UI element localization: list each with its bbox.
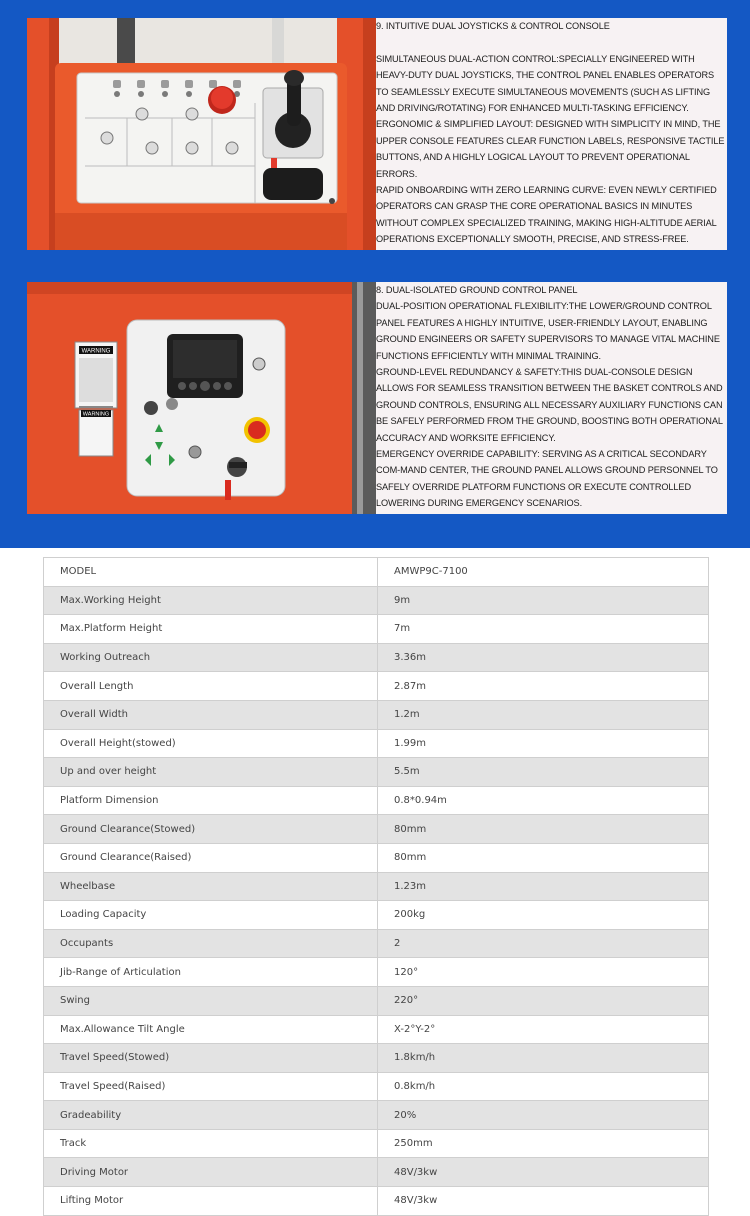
feature-panel-joysticks <box>27 18 727 250</box>
spec-label-cell: Loading Capacity <box>44 901 378 930</box>
table-row <box>44 1101 709 1130</box>
spec-label-cell: Up and over height <box>44 758 378 787</box>
spec-label-cell: Overall Height(stowed) <box>44 729 378 758</box>
table-row <box>44 1044 709 1073</box>
control-console-photo <box>27 18 376 250</box>
spec-value-cell: 48V/3kw <box>378 1187 709 1216</box>
spec-value-cell: 1.8km/h <box>378 1044 709 1073</box>
section8-text <box>376 282 725 514</box>
spec-value-cell: 80mm <box>378 843 709 872</box>
spec-label-cell: Gradeability <box>44 1101 378 1130</box>
spec-label-cell: Ground Clearance(Raised) <box>44 843 378 872</box>
spec-label-cell: Ground Clearance(Stowed) <box>44 815 378 844</box>
spec-label-cell: Occupants <box>44 929 378 958</box>
table-row <box>44 758 709 787</box>
spec-value-cell: 1.99m <box>378 729 709 758</box>
spec-label-cell: MODEL <box>44 558 378 587</box>
table-row <box>44 958 709 987</box>
section8-paragraph: GROUND-LEVEL REDUNDANCY & SAFETY:THIS DUAL-CONSOLE DESIGN ALLOWS FOR SEAMLESS TRANSITION BETWEEN THE BASKET CONTROLS AND GROUND CONTROLS, ENSURING ALL NECESSARY AUXILIARY FUNCTIONS CAN BE SAFELY PERFORMED FROM THE GROUND, BOOSTING BOTH OPERATIONAL ACCURACY AND WORKSITE EFFICIENCY. <box>376 367 723 443</box>
table-row <box>44 586 709 615</box>
spec-value-cell: 0.8*0.94m <box>378 786 709 815</box>
section9-paragraph: RAPID ONBOARDING WITH ZERO LEARNING CURVE: EVEN NEWLY CERTIFIED OPERATORS CAN GRASP THE CORE OPERATIONAL BASICS IN MINUTES WITHOUT COMPLEX SPECIALIZED TRAINING, MAKING HIGH-ALTITUDE AERIAL OPERATIONS EXCEPTIONALLY SMOOTH, PRECISE, AND STRESS-FREE. <box>376 185 717 245</box>
spec-label-cell: Travel Speed(Stowed) <box>44 1044 378 1073</box>
section8-title: 8. DUAL-ISOLATED GROUND CONTROL PANEL <box>376 285 578 295</box>
spec-label-cell: Travel Speed(Raised) <box>44 1072 378 1101</box>
section9-paragraph: ERGONOMIC & SIMPLIFIED LAYOUT: DESIGNED WITH SIMPLICITY IN MIND, THE UPPER CONSOLE FEATURES CLEAR FUNCTION LABELS, RESPONSIVE TACTILE BUTTONS, AND A HIGHLY LOGICAL LAYOUT TO PREVENT OPERATIONAL ERRORS. <box>376 119 725 179</box>
spec-label-cell: Working Outreach <box>44 643 378 672</box>
table-row <box>44 901 709 930</box>
section8-paragraph: DUAL-POSITION OPERATIONAL FLEXIBILITY:THE LOWER/GROUND CONTROL PANEL FEATURES A HIGHLY INTUITIVE, USER-FRIENDLY LAYOUT, ENABLING GROUND ENGINEERS OR SAFETY SUPERVISORS TO MANAGE VITAL MACHINE FUNCTIONS EFFICIENTLY WITH MINIMAL TRAINING. <box>376 301 720 361</box>
section9-title: 9. INTUITIVE DUAL JOYSTICKS & CONTROL CONSOLE <box>376 21 610 31</box>
warning-label: WARNING <box>82 411 110 418</box>
spec-value-cell: 200kg <box>378 901 709 930</box>
table-row <box>44 872 709 901</box>
table-row <box>44 986 709 1015</box>
spec-value-cell: 2 <box>378 929 709 958</box>
spec-value-cell: 9m <box>378 586 709 615</box>
table-row <box>44 1187 709 1216</box>
warning-label: WARNING <box>81 348 111 355</box>
spec-value-cell: 1.2m <box>378 700 709 729</box>
feature-panel-ground-control <box>27 282 727 514</box>
spec-value-cell: 80mm <box>378 815 709 844</box>
spec-label-cell: Wheelbase <box>44 872 378 901</box>
spec-label-cell: Swing <box>44 986 378 1015</box>
section9-paragraph: SIMULTANEOUS DUAL-ACTION CONTROL:SPECIALLY ENGINEERED WITH HEAVY-DUTY DUAL JOYSTICKS, THE CONTROL PANEL ENABLES OPERATORS TO SEAMLESSLY EXECUTE SIMULTANEOUS MOVEMENTS (SUCH AS LIFTING AND DRIVING/ROTATING) FOR ENHANCED MULTI-TASKING EFFICIENCY. <box>376 53 715 114</box>
spec-value-cell: 120° <box>378 958 709 987</box>
spec-value-cell: 220° <box>378 986 709 1015</box>
table-row <box>44 643 709 672</box>
table-row <box>44 700 709 729</box>
spec-value-cell: 0.8km/h <box>378 1072 709 1101</box>
spec-value-cell: X-2°Y-2° <box>378 1015 709 1044</box>
table-row <box>44 1015 709 1044</box>
spec-value-cell: 5.5m <box>378 758 709 787</box>
spec-table <box>43 557 709 1216</box>
spec-value-cell: 7m <box>378 615 709 644</box>
spec-value-cell: 2.87m <box>378 672 709 701</box>
spec-label-cell: Jib-Range of Articulation <box>44 958 378 987</box>
ground-control-photo <box>27 282 376 514</box>
spec-table-container <box>43 557 709 1216</box>
spec-label-cell: Driving Motor <box>44 1158 378 1187</box>
spec-value-cell: 250mm <box>378 1129 709 1158</box>
table-row <box>44 1129 709 1158</box>
spec-value-cell: AMWP9C-7100 <box>378 558 709 587</box>
spec-label-cell: Track <box>44 1129 378 1158</box>
spec-value-cell: 1.23m <box>378 872 709 901</box>
table-row <box>44 929 709 958</box>
table-row <box>44 815 709 844</box>
table-row <box>44 672 709 701</box>
spec-label-cell: Max.Allowance Tilt Angle <box>44 1015 378 1044</box>
table-row <box>44 615 709 644</box>
spec-label-cell: Max.Platform Height <box>44 615 378 644</box>
spec-label-cell: Overall Width <box>44 700 378 729</box>
table-row <box>44 558 709 587</box>
spec-value-cell: 20% <box>378 1101 709 1130</box>
spec-value-cell: 3.36m <box>378 643 709 672</box>
spec-label-cell: Max.Working Height <box>44 586 378 615</box>
spec-label-cell: Lifting Motor <box>44 1187 378 1216</box>
table-row <box>44 786 709 815</box>
section8-paragraph: EMERGENCY OVERRIDE CAPABILITY: SERVING AS A CRITICAL SECONDARY COM-MAND CENTER, THE GROUND PANEL ALLOWS GROUND PERSONNEL TO SAFELY OVERRIDE PLATFORM FUNCTIONS OR EXECUTE CONTROLLED LOWERING DURING EMERGENCY SCENARIOS. <box>376 449 718 509</box>
table-row <box>44 729 709 758</box>
spec-value-cell: 48V/3kw <box>378 1158 709 1187</box>
spec-label-cell: Platform Dimension <box>44 786 378 815</box>
table-row <box>44 1072 709 1101</box>
table-row <box>44 843 709 872</box>
section9-text <box>376 18 725 250</box>
spec-label-cell: Overall Length <box>44 672 378 701</box>
table-row <box>44 1158 709 1187</box>
